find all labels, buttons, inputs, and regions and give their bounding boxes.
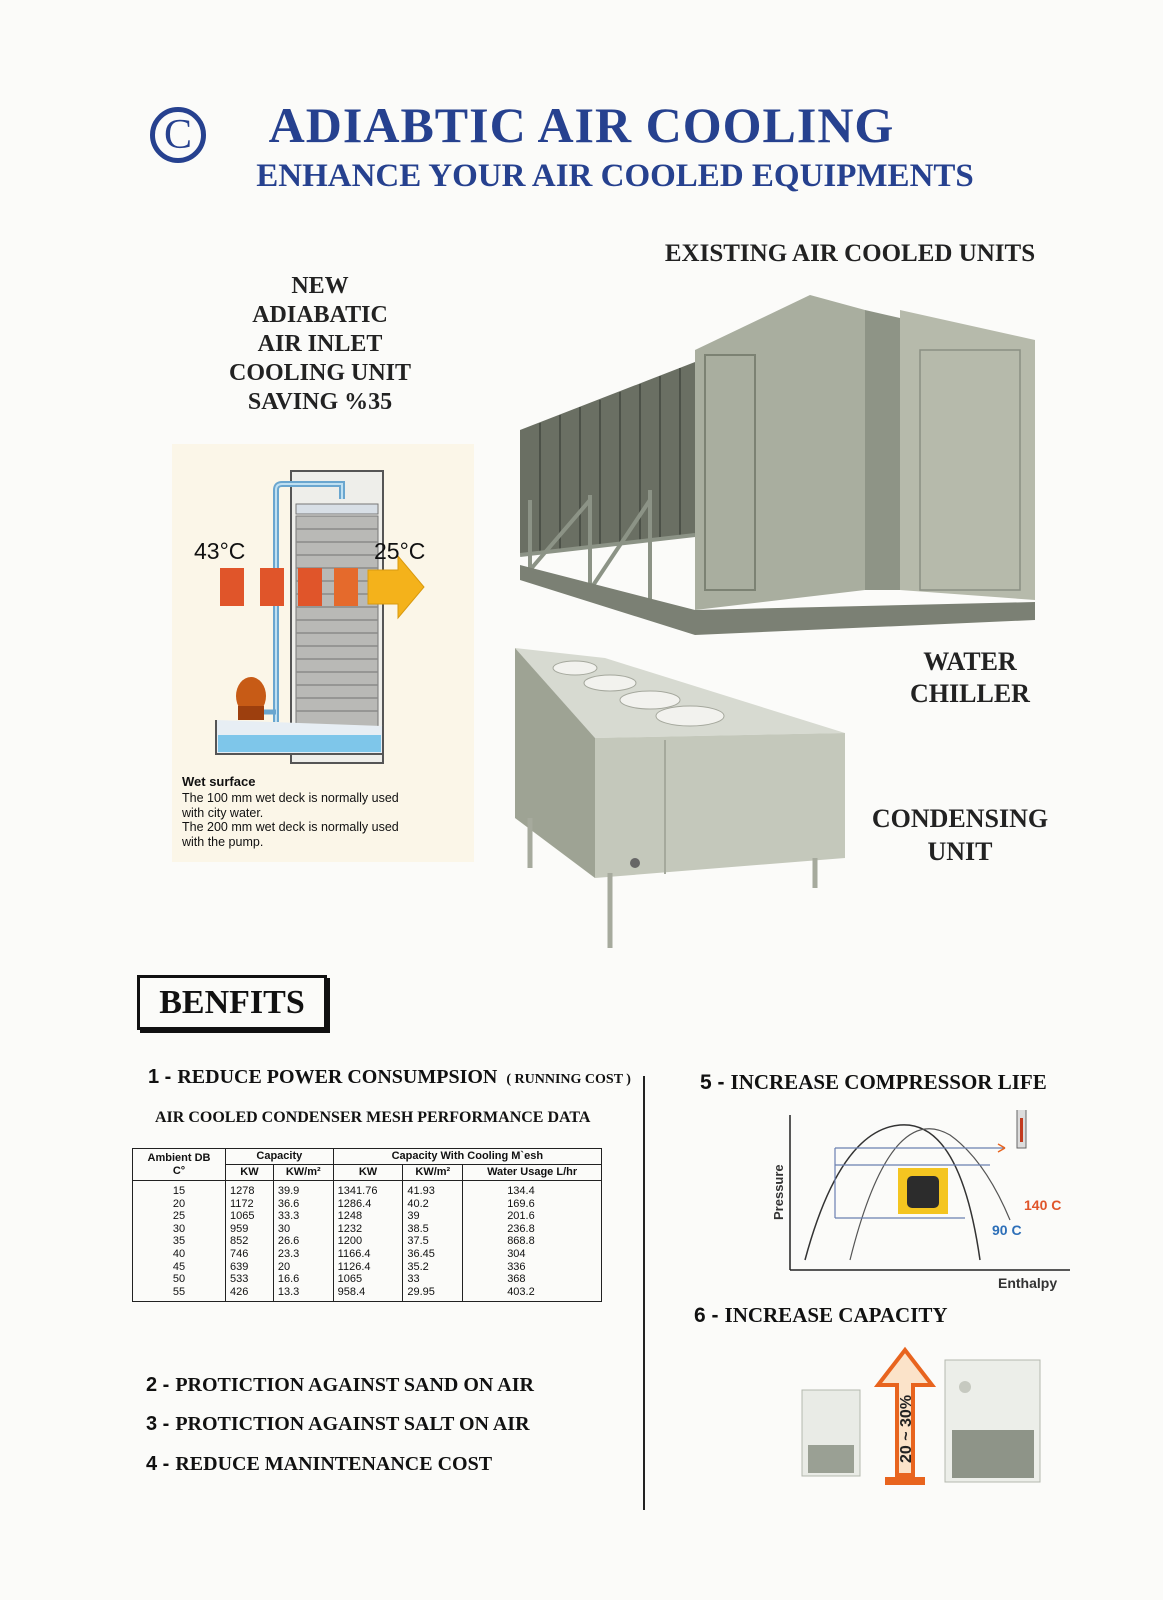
pump-base [238,706,264,720]
header-capacity: Capacity [226,1149,334,1165]
water-distributor [296,504,378,514]
column-divider [643,1076,645,1510]
wet-deck [296,516,378,728]
hot-air-block [220,568,244,606]
benefit-number: 4 - [146,1453,170,1475]
table-row: 25 1065 33.3 1248 39 201.6 [133,1210,602,1223]
condensing-front [595,733,845,878]
subheader-kw: KW [226,1165,274,1181]
new-unit-line: AIR INLET [257,331,383,357]
header-capacity-cooling: Capacity With Cooling M`esh [333,1149,601,1165]
benefit-5 [700,1070,1047,1095]
temp-low-label: 90 C [992,1222,1022,1238]
capacity-increase-graphic [790,1345,1060,1495]
benefit-number: 3 - [146,1413,170,1435]
water-chiller-line: WATER [923,647,1017,676]
benefit-6 [694,1303,948,1328]
temp-in-label: 43°C [194,538,246,564]
table-row: 55 426 13.3 958.4 29.95 403.2 [133,1286,602,1302]
ph-xlabel: Enthalpy [998,1275,1058,1291]
hot-air-block [298,568,322,606]
benefit-2 [146,1374,534,1397]
new-unit-line: NEW [291,273,349,299]
condensing-unit-caption [860,802,1060,868]
table-row: 30 959 30 1232 38.5 236.8 [133,1223,602,1236]
temp-out-label: 25°C [374,538,426,564]
new-unit-line: ADIABATIC [252,302,388,328]
hot-air-block [334,568,358,606]
benefit-text: PROTICTION AGAINST SAND ON AIR [175,1374,534,1396]
subheader-kw: KW [333,1165,403,1181]
benefit-text: PROTICTION AGAINST SALT ON AIR [175,1413,530,1435]
pressure-enthalpy-chart [770,1110,1070,1300]
wet-surface-line: with city water. [182,805,264,820]
water-chiller-caption [880,646,1060,710]
table-row: 50 533 16.6 1065 33 368 [133,1273,602,1286]
basin-water [218,735,381,752]
copyright-logo-icon: C [150,107,206,163]
header-ambient: Ambient DB C° [133,1149,226,1181]
wet-surface-notes [182,791,399,849]
page-subtitle: ENHANCE YOUR AIR COOLED EQUIPMENTS [256,158,974,194]
capacity-arrow-label: 20 ~ 30% [898,1394,915,1463]
adiabatic-diagram-panel [172,444,474,862]
benefit-number: 5 - [700,1071,725,1094]
adiabatic-unit-illustration [172,444,474,774]
wet-surface-line: with the pump. [182,834,264,849]
subheader-kwm2: KW/m² [273,1165,333,1181]
benefit-text: INCREASE COMPRESSOR LIFE [730,1070,1047,1094]
ph-ylabel: Pressure [771,1164,786,1220]
benefit-text: REDUCE POWER CONSUMPSION [177,1066,498,1088]
wet-surface-title: Wet surface [182,774,256,789]
benefit-number: 1 - [148,1066,172,1088]
condensing-unit-line: UNIT [927,837,993,866]
table-row: 40 746 23.3 1166.4 36.45 304 [133,1248,602,1261]
table-row: 45 639 20 1126.4 35.2 336 [133,1261,602,1274]
performance-table [132,1148,602,1302]
benefit-number: 2 - [146,1374,170,1396]
coil-bank [520,362,695,555]
table-title: AIR COOLED CONDENSER MESH PERFORMANCE DATA [155,1109,591,1126]
benefit-number: 6 - [694,1304,719,1327]
benefit-1 [148,1066,631,1089]
wet-surface-line: The 100 mm wet deck is normally used [182,791,399,805]
table-row: 35 852 26.6 1200 37.5 868.8 [133,1235,602,1248]
water-chiller-line: CHILLER [910,679,1030,708]
existing-units-heading: EXISTING AIR COOLED UNITS [664,240,1036,267]
page-title: ADIABTIC AIR COOLING [268,97,895,153]
new-unit-caption [200,272,440,417]
benefits-heading: BENFITS [137,975,327,1030]
benefit-4 [146,1453,492,1476]
table-row: 20 1172 36.6 1286.4 40.2 169.6 [133,1198,602,1211]
subheader-water: Water Usage L/hr [463,1165,602,1181]
water-chiller-image [520,290,1060,650]
new-unit-line: SAVING %35 [247,389,393,415]
chiller-cabinet [695,295,865,610]
benefit-text: INCREASE CAPACITY [724,1303,948,1327]
condensing-unit-image [515,648,855,958]
benefit-text: REDUCE MANINTENANCE COST [175,1453,493,1475]
subheader-kwm2: KW/m² [403,1165,463,1181]
condensing-unit-line: CONDENSING [871,804,1049,833]
benefit-3 [146,1413,530,1436]
new-unit-line: COOLING UNIT [228,360,412,386]
temp-high-label: 140 C [1024,1197,1062,1213]
benefit-subtext: ( RUNNING COST ) [506,1072,631,1087]
hot-air-block [260,568,284,606]
table-row: 15 1278 39.9 1341.76 41.93 134.4 [133,1181,602,1198]
wet-surface-line: The 200 mm wet deck is normally used [182,820,399,834]
saturation-dome [805,1125,980,1260]
